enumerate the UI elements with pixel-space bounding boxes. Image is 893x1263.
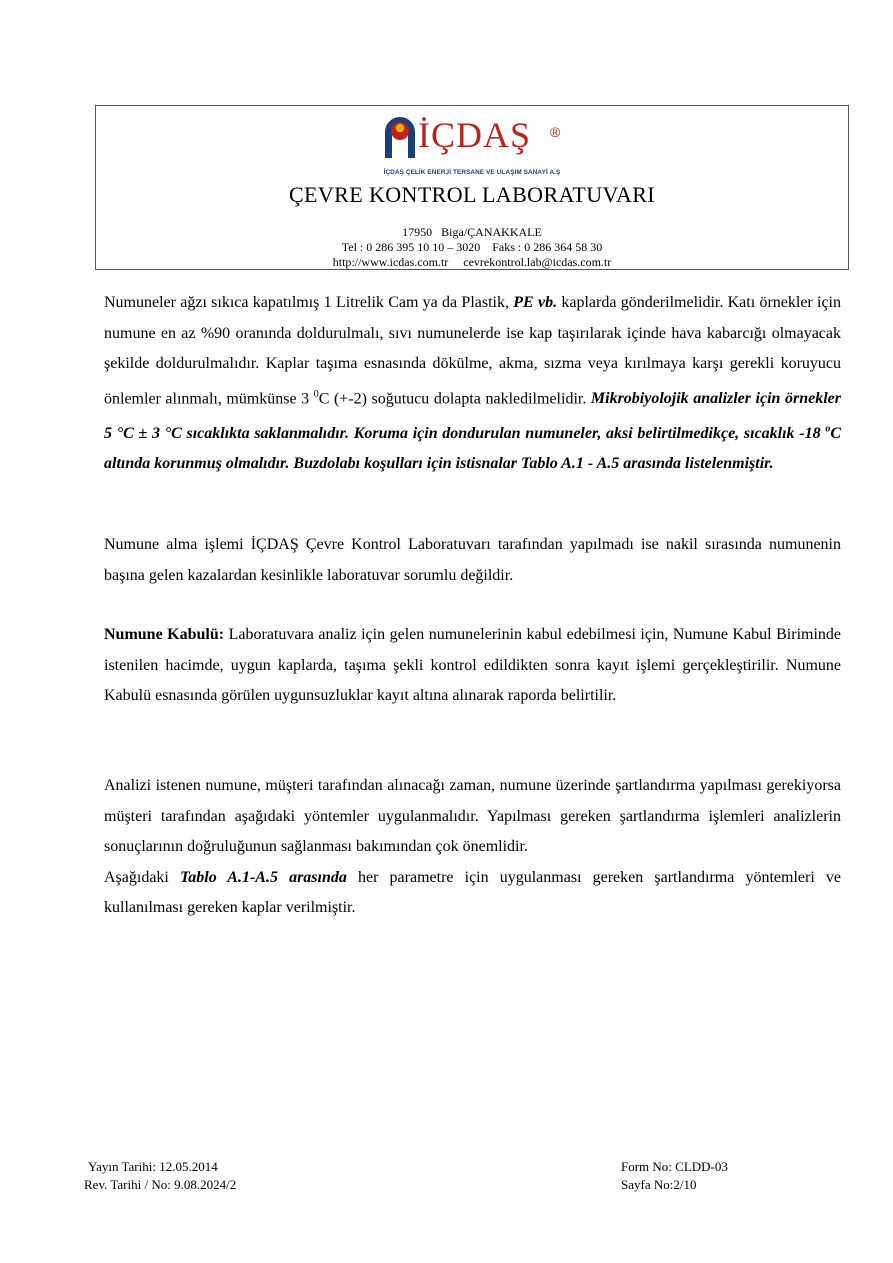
emphasis-pe: PE vb.: [513, 294, 558, 311]
logo-wordmark: İÇDAŞ: [418, 115, 532, 155]
lab-title: ÇEVRE KONTROL LABORATUVARI: [288, 182, 656, 207]
paragraph-liability: [104, 530, 841, 591]
document-header: [95, 105, 849, 270]
footer-right: [621, 1158, 728, 1194]
revision-info: Rev. Tarihi / No: 9.08.2024/2: [84, 1177, 237, 1192]
degree-sup: o: [825, 423, 831, 435]
acceptance-label: Numune Kabulü:: [104, 626, 225, 643]
address: 17950 Biga/ÇANAKKALE: [402, 225, 542, 239]
paragraph-sample-acceptance: [104, 620, 841, 712]
text-run: Aşağıdaki: [104, 868, 180, 886]
degree-sup: 0: [313, 388, 319, 400]
emphasis-freezing: C altında korunmuş olmalıdır. Buzdolabı koşulları için istisnalar Tablo A.1 - A.5 arasında listelenmiştir.: [104, 424, 841, 473]
paragraph-sample-containers: [104, 288, 841, 480]
phone-fax: Tel : 0 286 395 10 10 – 3020 Faks : 0 286 364 58 30: [341, 240, 603, 254]
emphasis-tables: Tablo A.1-A.5 arasında: [180, 868, 347, 886]
text-run: her parametre için uygulanması gereken şartlandırma yöntemleri ve kullanılması gereken kaplar verilmiştir.: [104, 868, 842, 916]
text-run: C (+-2) soğutucu dolapta nakledilmelidir.: [318, 389, 591, 407]
page-number: Sayfa No:2/10: [621, 1177, 697, 1192]
conditioning-text: Analizi istenen numune, müşteri tarafından alınacağı zaman, numune üzerinde şartlandırma yapılması gerekiyorsa müşteri tarafından aşağıdaki yöntemler uygulanmalıdır. Yapılması gereken şartlandırma işlemleri analizlerin sonuçlarının doğruluğunun sağlanması bakımından çok önemlidir.: [104, 777, 841, 855]
text-run: Numuneler ağzı sıkıca kapatılmış 1 Litrelik Cam ya da Plastik,: [104, 294, 514, 311]
web-email: http://www.icdas.com.tr cevrekontrol.lab@icdas.com.tr: [332, 255, 612, 269]
publish-date: Yayın Tarihi: 12.05.2014: [88, 1159, 218, 1174]
emphasis-microbiology: Mikrobiyolojik analizler için örnekler 5 °C ± 3 °C sıcaklıkta saklanmalıdır. Koruma için dondurulan numuneler, aksi belirtilmedikçe, sıcaklık -18: [104, 389, 842, 442]
liability-text: Numune alma işlemi İÇDAŞ Çevre Kontrol Laboratuvarı tarafından yapılmadı ise nakil sırasında numunenin başına gelen kazalardan kesinlikle laboratuvar sorumlu değildir.: [104, 536, 841, 584]
company-logo: [382, 114, 582, 162]
registered-mark: ®: [550, 124, 561, 140]
company-full-name: İÇDAŞ ÇELİK ENERJİ TERSANE VE ULAŞIM SANAYİ A.Ş: [383, 169, 561, 176]
paragraph-conditioning: [104, 771, 841, 924]
logo-emblem-icon: [382, 114, 418, 158]
form-number: Form No: CLDD-03: [621, 1159, 728, 1174]
tables-reference: [104, 863, 841, 924]
text-run: kaplarda gönderilmelidir. Katı örnekler için numune en az %90 oranında doldurulmalı, sıvı numunelerde ise kap taşırılarak içinde hava kabarcığı olmayacak şekilde doldurulmalıdır. Kaplar taşıma esnasında dökülme, akma, sızma veya kırılmaya karşı gerekli koruyucu önlemler alınmalı, mümkünse 3: [104, 294, 842, 407]
footer-left: [84, 1158, 236, 1194]
acceptance-text: Laboratuvara analiz için gelen numunelerinin kabul edebilmesi için, Numune Kabul Biriminde istenilen hacimde, uygun kaplarda, taşıma şekli kontrol edildikten sonra kayıt işlemi gerçekleştirilir. Numune Kabulü esnasında görülen uygunsuzluklar kayıt altına alınarak raporda belirtilir.: [104, 626, 842, 704]
